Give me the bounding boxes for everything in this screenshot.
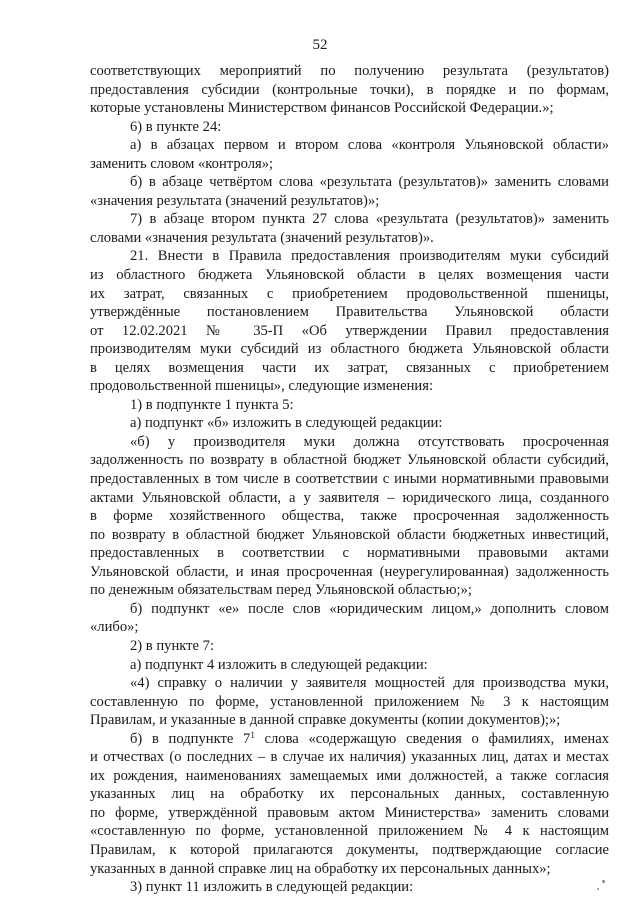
text-line: словами «значения результата (значений результатов)». — [90, 229, 434, 246]
text-line: составленную по форме, установленной приложением № 3 к настоящим — [90, 693, 609, 710]
text-line: в целях возмещения части их затрат, связанных с приобретением — [90, 359, 609, 376]
text-line: по форме, утверждённой правовым актом Министерства» заменить словами — [90, 804, 609, 821]
text-line: утверждённые постановлением Правительства Ульяновской области — [90, 304, 609, 321]
text-line: 3) пункт 11 изложить в следующей редакции: — [130, 879, 414, 896]
text-line: 7) в абзаце втором пункта 27 слова «результата (результатов)» заменить — [130, 211, 609, 228]
text-line: б) в подпункте $7^1$ слова «содержащую сведения о фамилиях, именах — [130, 729, 610, 747]
scan-speck — [602, 880, 605, 883]
text-line: указанных лиц на обработку их персональных данных, составленную — [90, 786, 609, 803]
text-line: предоставленных в соответствии с нормативными правовыми актами — [90, 545, 609, 562]
text-line: актами Ульяновской области, а у заявителя – юридического лица, созданного — [90, 489, 609, 506]
text-line: 21. Внести в Правила предоставления производителям муки субсидий — [130, 248, 609, 265]
text-line: «составленную по форме, установленной приложением № 4 к настоящим — [90, 823, 609, 840]
text-line: б) подпункт «е» после слов «юридическим лицом,» дополнить словом — [130, 600, 609, 617]
text-line: в форме хозяйственного общества, также просроченная задолженность — [90, 508, 609, 525]
text-line: указанных в данной справке лиц на обработку их персональных данных»; — [90, 860, 551, 877]
text-line: «4) справку о наличии у заявителя мощностей для производства муки, — [130, 675, 609, 692]
text-line: по возврату в областной бюджет Ульяновской области бюджетных инвестиций, — [90, 526, 609, 543]
text-line: их затрат, связанных с приобретением продовольственной пшеницы, — [90, 285, 609, 302]
text-line: 1) в подпункте 1 пункта 5: — [130, 396, 294, 413]
text-line: 2) в пункте 7: — [130, 637, 215, 654]
text-line: производителям муки субсидий из областного бюджета Ульяновской области — [90, 341, 609, 358]
text-line: а) в абзацах первом и втором слова «контроля Ульяновской области» — [130, 137, 609, 154]
page-number: 52 — [312, 37, 328, 53]
text-line: Ульяновской области, и иная просроченная (неурегулированная) задолженность — [90, 563, 609, 580]
text-line: из областного бюджета Ульяновской области в целях возмещения части — [90, 267, 609, 284]
document-body — [90, 62, 609, 897]
text-line: и отчествах (о последних – в случае их наличия) указанных лиц, датах и местах — [90, 749, 609, 766]
text-line: а) подпункт «б» изложить в следующей редакции: — [130, 415, 443, 432]
text-line: 6) в пункте 24: — [130, 118, 222, 135]
text-line: Правилам, и указанные в данной справке документы (копии документов);»; — [90, 712, 561, 729]
text-line: «б) у производителя муки должна отсутствовать просроченная — [130, 433, 609, 450]
text-line: Правилам, к которой прилагаются документы, подтверждающие согласие — [90, 841, 609, 858]
text-line: которые установлены Министерством финансов Российской Федерации.»; — [90, 100, 554, 117]
text-line: заменить словом «контроля»; — [90, 155, 274, 172]
text-line: «либо»; — [90, 619, 139, 636]
text-line: «значения результата (значений результатов)»; — [90, 192, 380, 209]
text-line: б) в абзаце четвёртом слова «результата (результатов)» заменить словами — [130, 174, 609, 191]
text-line: а) подпункт 4 изложить в следующей редакции: — [130, 656, 428, 673]
text-line: их рождения, наименованиях замещаемых ими должностей, а также согласия — [90, 767, 609, 784]
text-line: продовольственной пшеницы», следующие изменения: — [90, 378, 434, 395]
text-line: от 12.02.2021 № 35-П «Об утверждении Правил предоставления — [90, 322, 609, 339]
scan-speck — [597, 888, 599, 890]
text-line: по денежным обязательствам перед Ульяновской областью;»; — [90, 582, 472, 599]
text-line: соответствующих мероприятий по получению результата (результатов) — [90, 63, 609, 79]
text-line: предоставленных в том числе в соответствии с иными нормативными правовыми — [90, 471, 609, 488]
text-line: предоставления субсидии (контрольные точки), в порядке и по формам, — [90, 81, 609, 98]
text-line: задолженность по возврату в областной бюджет Ульяновской области субсидий, — [90, 452, 609, 469]
